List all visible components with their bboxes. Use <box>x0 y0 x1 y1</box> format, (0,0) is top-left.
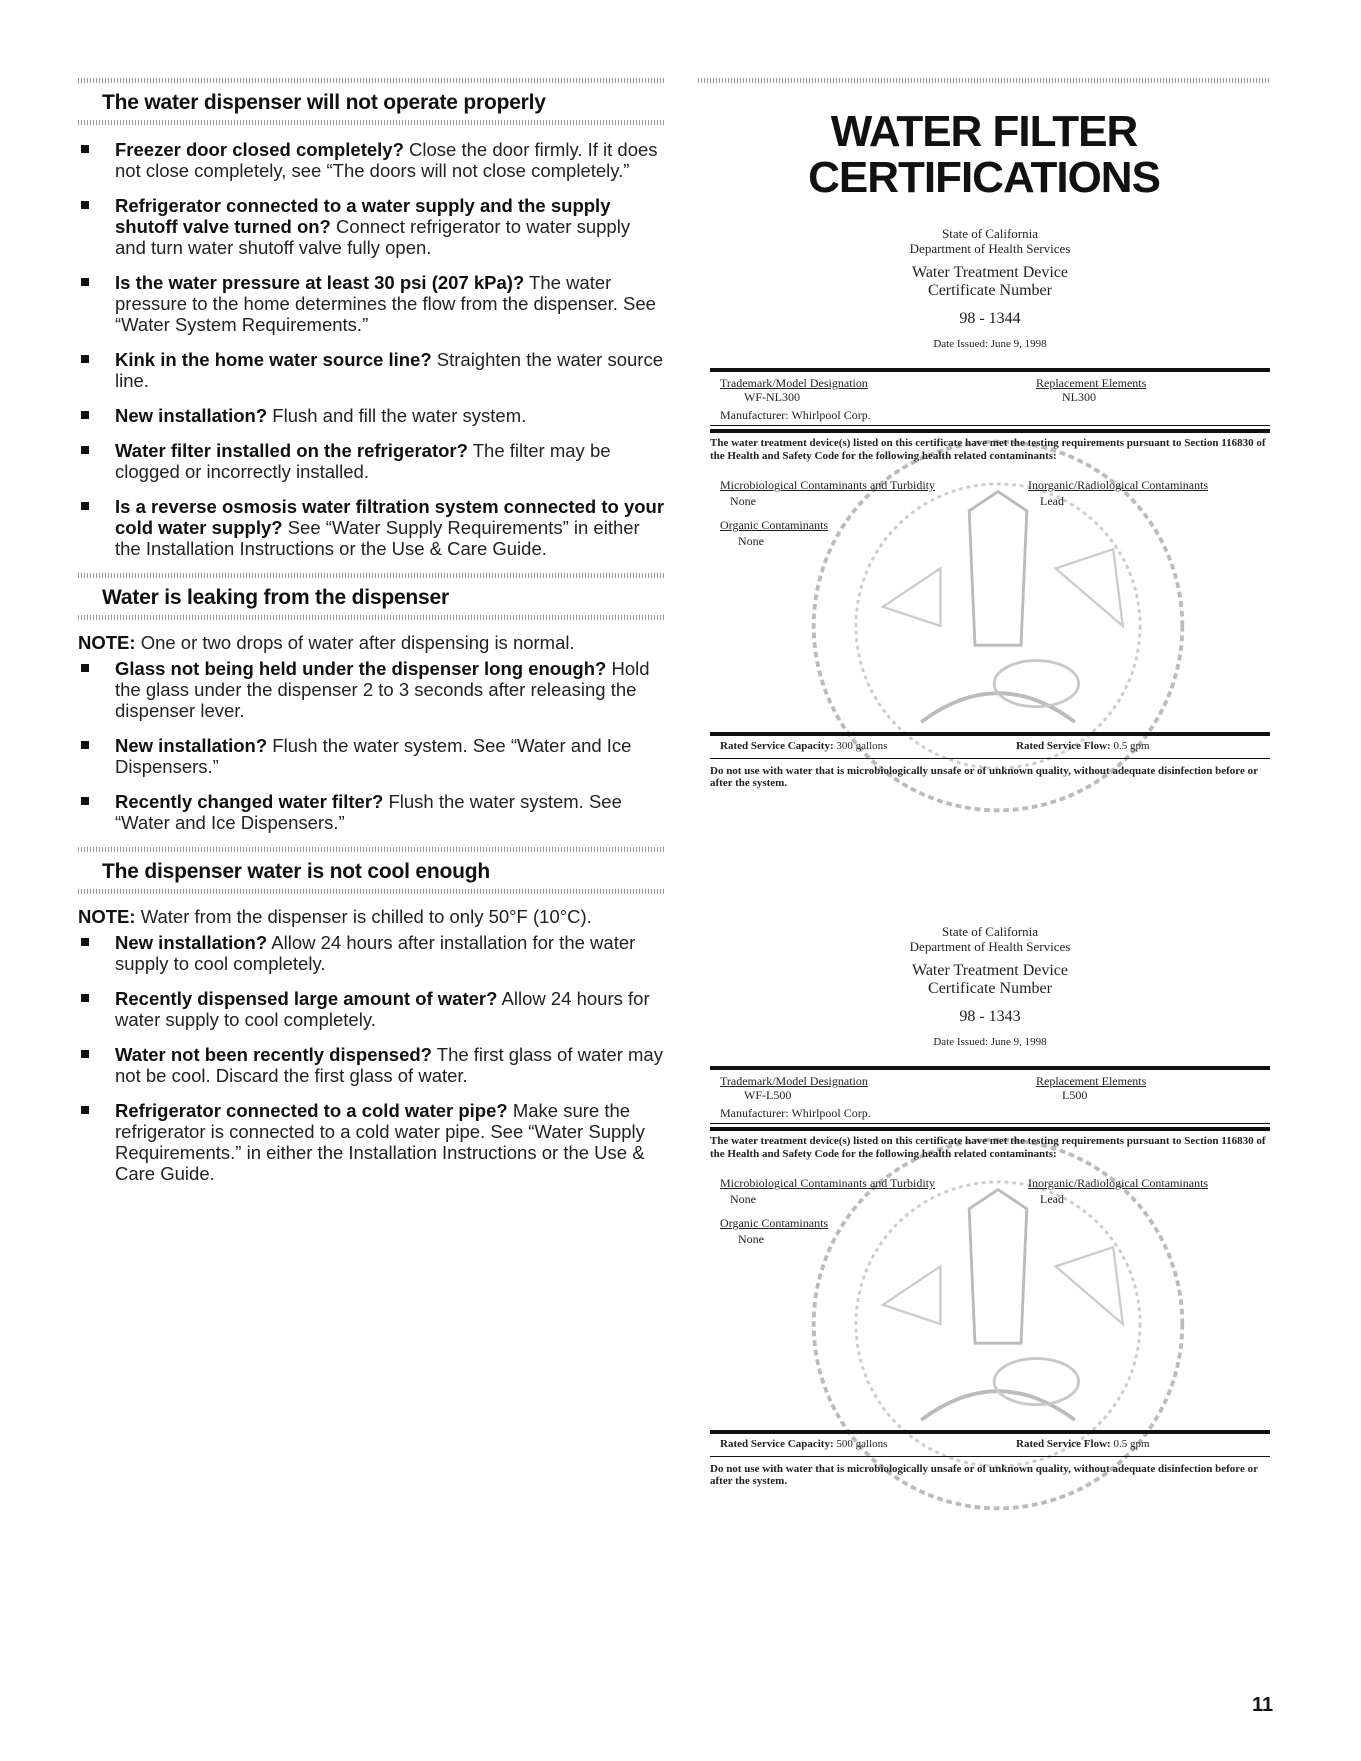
list-item: Glass not being held under the dispenser long enough? Hold the glass under the dispenser 2 to 3 seconds after releasing the dispenser lever. <box>78 658 666 721</box>
bullet-icon <box>81 446 89 454</box>
certificate-98-1344 <box>710 226 1270 789</box>
section-divider <box>78 847 666 852</box>
bullet-icon <box>81 145 89 153</box>
list-item: Is the water pressure at least 30 psi (207 kPa)? The water pressure to the home determines the flow from the dispenser. See “Water System Requirements.” <box>78 272 666 335</box>
page-title: WATER FILTER CERTIFICATIONS <box>808 107 1160 202</box>
section-title: The water dispenser will not operate properly <box>102 91 546 114</box>
bullet-icon <box>81 741 89 749</box>
warning-text: Do not use with water that is microbiologically unsafe or of unknown quality, without adequate disinfection before or after the system. <box>710 765 1258 789</box>
list-item: Recently changed water filter? Flush the water system. See “Water and Ice Dispensers.” <box>78 791 666 833</box>
list-item: Kink in the home water source line? Straighten the water source line. <box>78 349 666 391</box>
bullet-icon <box>81 664 89 672</box>
warning-text: Do not use with water that is microbiologically unsafe or of unknown quality, without adequate disinfection before or after the system. <box>710 1463 1258 1487</box>
rule <box>710 368 1270 372</box>
list-item: Refrigerator connected to a cold water pipe? Make sure the refrigerator is connected to a cold water pipe. See “Water Supply Requirements.” in either the Installation Instructions or the Use & Care Guide. <box>78 1100 666 1184</box>
certificate-number: 98 - 1343 <box>959 1008 1021 1025</box>
list-item: Water not been recently dispensed? The first glass of water may not be cool. Discard the first glass of water. <box>78 1044 666 1086</box>
certificate-number: 98 - 1344 <box>959 310 1021 327</box>
bullet-icon <box>81 938 89 946</box>
section-divider <box>698 78 1270 83</box>
bullet-icon <box>81 502 89 510</box>
item-list <box>78 932 666 1184</box>
section-divider <box>78 120 666 125</box>
rule <box>710 429 1270 433</box>
rule <box>710 1430 1270 1434</box>
list-item: Refrigerator connected to a water supply and the supply shutoff valve turned on? Connect refrigerator to water supply and turn water shutoff valve fully open. <box>78 195 666 258</box>
troubleshooting-column <box>78 78 666 1198</box>
rule <box>710 758 1270 759</box>
bullet-icon <box>81 1050 89 1058</box>
bullet-icon <box>81 411 89 419</box>
date-issued: Date Issued: June 9, 1998 <box>933 338 1047 350</box>
list-item: New installation? Allow 24 hours after installation for the water supply to cool completely. <box>78 932 666 974</box>
bullet-icon <box>81 355 89 363</box>
certification-statement: The water treatment device(s) listed on this certificate have met the testing requirements pursuant to Section 116830 of the Health and Safety Code for the following health related contaminants: <box>710 1135 1266 1160</box>
list-item: Water filter installed on the refrigerator? The filter may be clogged or incorrectly installed. <box>78 440 666 482</box>
list-item: Freezer door closed completely? Close the door firmly. If it does not close completely, see “The doors will not close completely.” <box>78 139 666 181</box>
rule <box>710 1066 1270 1070</box>
rule <box>710 1127 1270 1131</box>
section-divider <box>78 889 666 894</box>
bullet-icon <box>81 1106 89 1114</box>
note: NOTE: One or two drops of water after dispensing is normal. <box>78 632 575 653</box>
item-list <box>78 139 666 559</box>
certificate-98-1343 <box>710 924 1270 1487</box>
list-item: New installation? Flush the water system. See “Water and Ice Dispensers.” <box>78 735 666 777</box>
list-item: New installation? Flush and fill the water system. <box>78 405 666 426</box>
certificate-header: State of California Department of Health Services Water Treatment Device Certificate Number 98 - 1344 Date Issued: June 9, 1998 <box>710 226 1270 350</box>
section-divider <box>78 615 666 620</box>
list-item: Is a reverse osmosis water filtration system connected to your cold water supply? See “Water Supply Requirements” in either the Installation Instructions or the Use & Care Guide. <box>78 496 666 559</box>
rule <box>710 732 1270 736</box>
section-divider <box>78 573 666 578</box>
note: NOTE: Water from the dispenser is chilled to only 50°F (10°C). <box>78 906 592 927</box>
certifications-column <box>698 78 1270 201</box>
section-title: Water is leaking from the dispenser <box>102 586 449 609</box>
item-list <box>78 658 666 833</box>
rule <box>710 1456 1270 1457</box>
date-issued: Date Issued: June 9, 1998 <box>933 1036 1047 1048</box>
bullet-icon <box>81 994 89 1002</box>
bullet-icon <box>81 278 89 286</box>
certification-statement: The water treatment device(s) listed on this certificate have met the testing requirements pursuant to Section 116830 of the Health and Safety Code for the following health related contaminants: <box>710 437 1266 462</box>
bullet-icon <box>81 201 89 209</box>
rule <box>710 425 1270 426</box>
certificate-body: Trademark/Model Designation Replacement Elements WF-NL300 NL300 Manufacturer: Whirlpool Corp. The water treatment device(s) listed on this certificate have met the testing requirements pursuant to Section 116830 of the Health and Safety Code for the following health related contaminants: Microbiological Contaminants and Turbidity Inorganic/Radiological Contaminants None Lead Organic Contaminants None Rated Service Capacity: 300 gallons Rated Service Flow: 0.5 gpm Do not use with water that is microbiologically unsafe or of unknown quality, without adequate disinfection before or after the system. <box>710 368 1270 784</box>
bullet-icon <box>81 797 89 805</box>
certificate-header: State of California Department of Health Services Water Treatment Device Certificate Number 98 - 1343 Date Issued: June 9, 1998 <box>710 924 1270 1048</box>
section-divider <box>78 78 666 83</box>
page-number: 11 <box>1252 1694 1274 1716</box>
list-item: Recently dispensed large amount of water? Allow 24 hours for water supply to cool completely. <box>78 988 666 1030</box>
certificate-body: Trademark/Model Designation Replacement Elements WF-L500 L500 Manufacturer: Whirlpool Corp. The water treatment device(s) listed on this certificate have met the testing requirements pursuant to Section 116830 of the Health and Safety Code for the following health related contaminants: Microbiological Contaminants and Turbidity Inorganic/Radiological Contaminants None Lead Organic Contaminants None Rated Service Capacity: 500 gallons Rated Service Flow: 0.5 gpm Do not use with water that is microbiologically unsafe or of unknown quality, without adequate disinfection before or after the system. <box>710 1066 1270 1482</box>
rule <box>710 1123 1270 1124</box>
section-title: The dispenser water is not cool enough <box>102 860 490 883</box>
